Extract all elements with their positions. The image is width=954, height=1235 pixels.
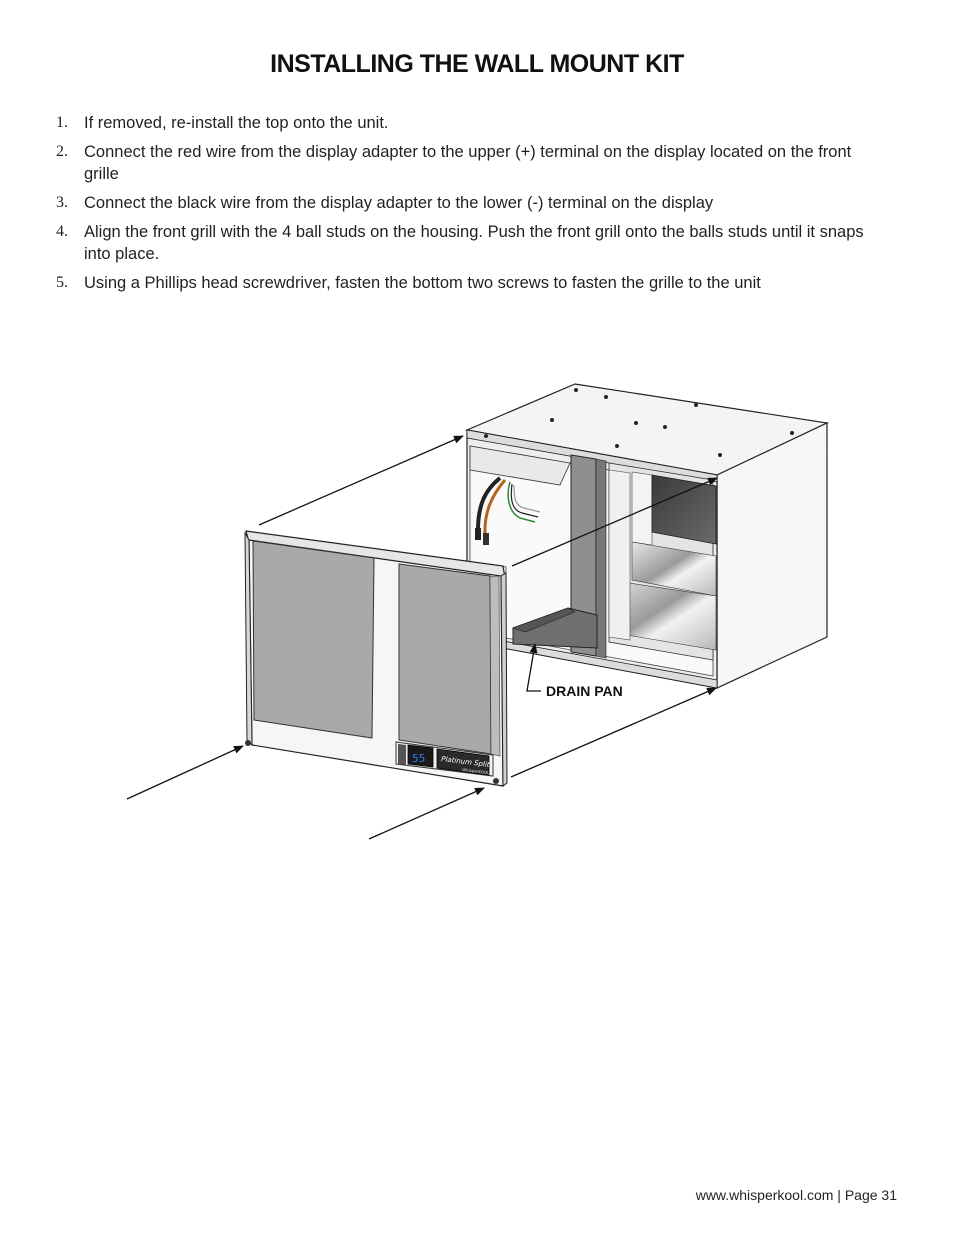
brand-sub: WhisperKOOL [461,767,490,776]
step-text: Connect the red wire from the display adapter to the upper (+) terminal on the display located on the front grille [84,143,852,183]
grille-panel-right [399,564,491,754]
step-item: 3. Connect the black wire from the display adapter to the lower (-) terminal on the display [56,194,714,212]
step-text: Connect the black wire from the display adapter to the lower (-) terminal on the display [84,194,714,212]
arrow-bottom-right [511,688,716,777]
step-text: If removed, re-install the top onto the unit. [84,114,389,132]
page-footer: www.whisperkool.com | Page 31 [695,1187,897,1203]
brand-label: Platinum Split [440,755,490,769]
grille-panel-left [253,541,374,738]
step-item: 1. If removed, re-install the top onto the unit. [56,114,389,132]
display-reading: 55 [412,752,426,765]
arrow-top-left [259,436,463,525]
step-text: Using a Phillips head screwdriver, fasten the bottom two screws to fasten the grille to the unit [84,274,761,292]
front-grille [245,531,507,786]
housing [467,384,827,688]
drain-pan-label: DRAIN PAN [546,683,623,699]
step-text: Align the front grill with the 4 ball studs on the housing. Push the front grill onto the balls studs until it snaps into place. [84,223,864,263]
page-title: INSTALLING THE WALL MOUNT KIT [270,50,684,78]
step-item: 2. Connect the red wire from the display adapter to the upper (+) terminal on the display located on the front grille [56,143,852,183]
step-item: 4. Align the front grill with the 4 ball studs on the housing. Push the front grill onto the balls studs until it snaps into place. [56,223,864,263]
arrow-bottom-mid [369,788,484,839]
arrow-bottom-left [127,746,243,799]
step-item: 5. Using a Phillips head screwdriver, fasten the bottom two screws to fasten the grille to the unit [56,274,761,292]
